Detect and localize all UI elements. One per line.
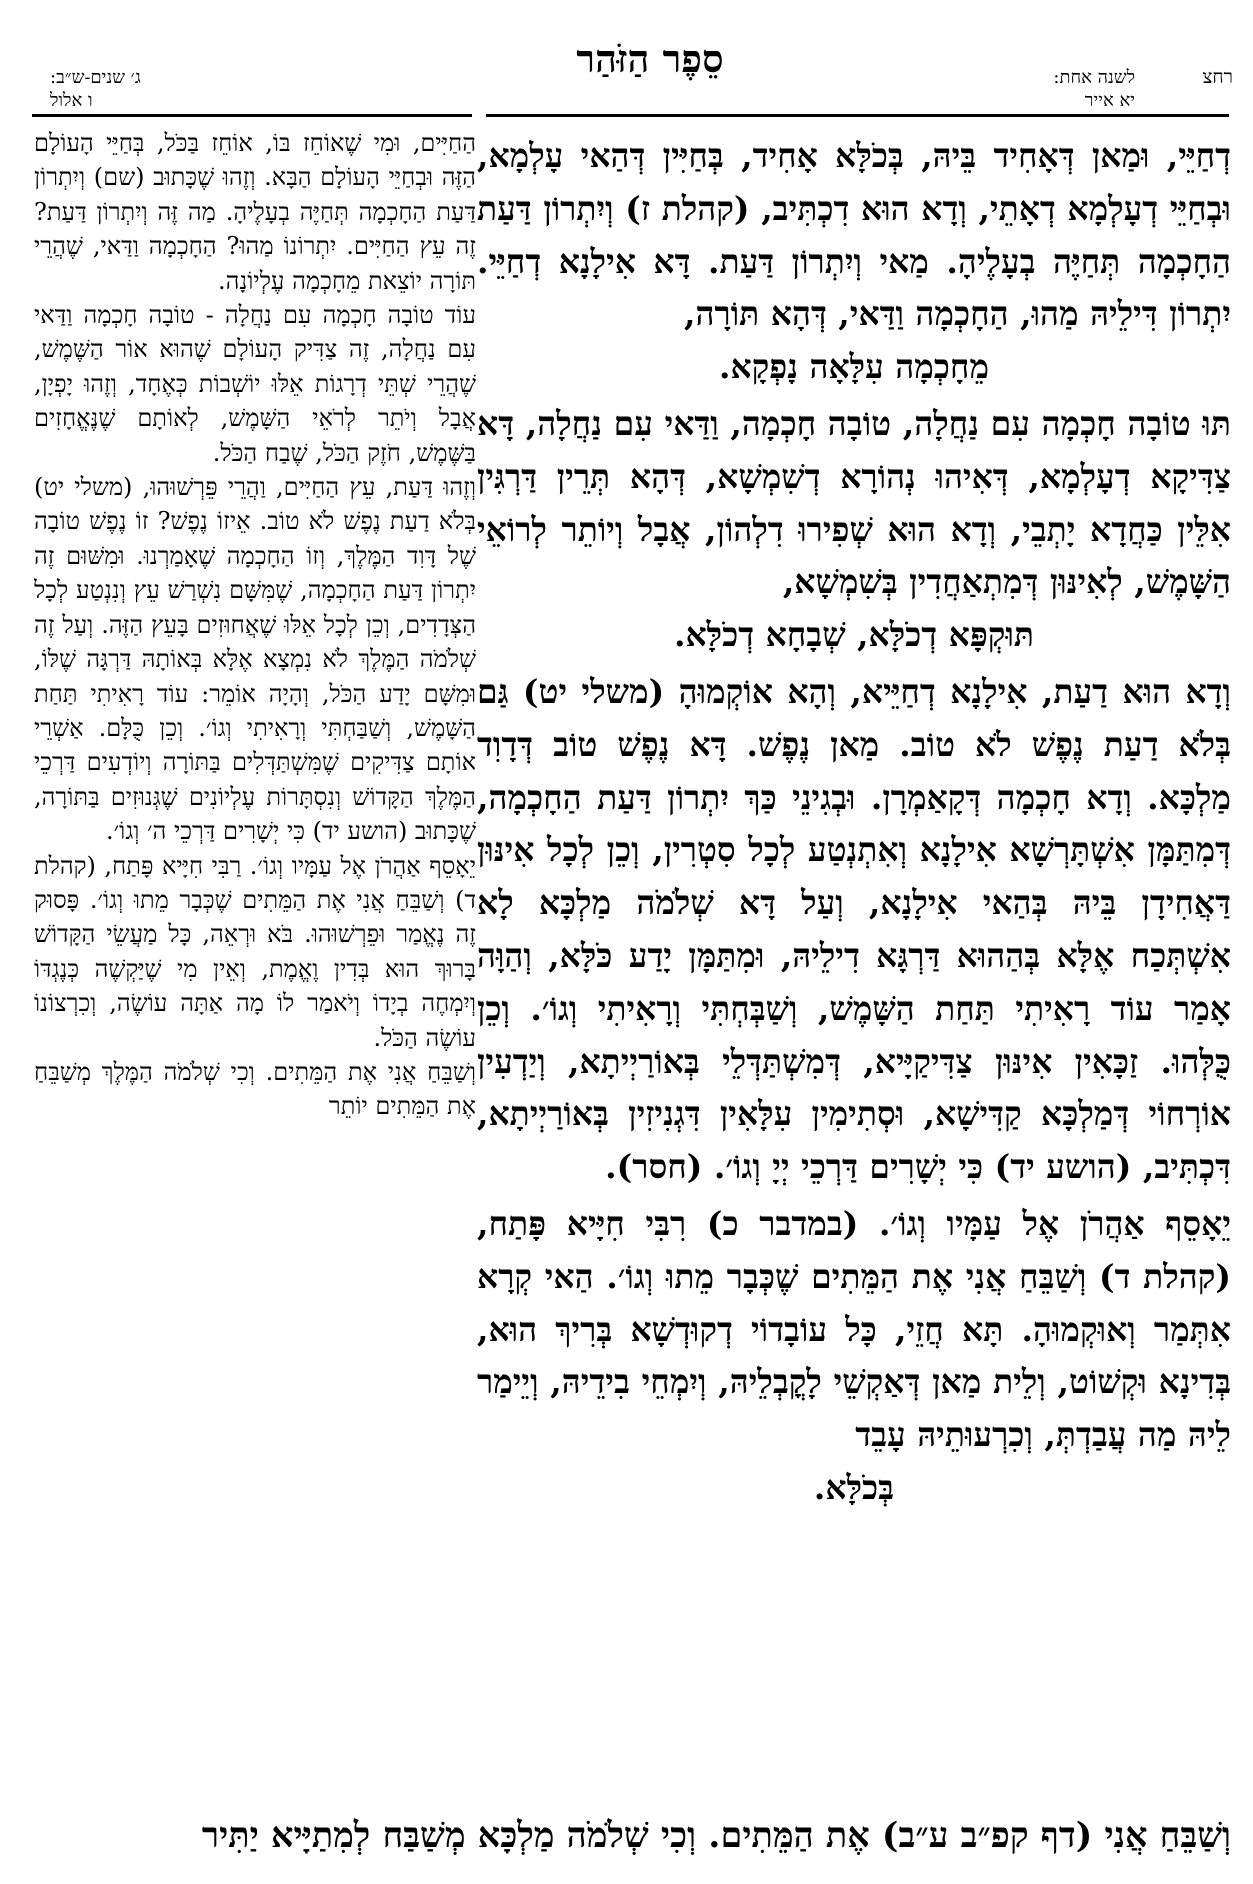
page-code: רחצ	[1202, 66, 1233, 88]
one-year-label: לשנה אחת:	[1053, 67, 1135, 88]
header-rule-side	[32, 114, 472, 117]
main-paragraph-end: תּוּקְפָּא דְכֹלָּא, שְׁבָחָא דְכֹלָּא.	[673, 615, 1035, 655]
side-paragraph: וְשַׁבֵּחַ אֲנִי אֶת הַמֵּתִים. וְכִי שְׁלֹמֹה הַמֶּלֶךְ מְשַׁבֵּחַ אֶת הַמֵּתִים יוֹתֵר	[34, 1057, 476, 1121]
main-paragraph	[477, 130, 1231, 394]
one-year-date: יא אייר	[1084, 90, 1135, 111]
one-year-schedule	[995, 66, 1135, 112]
main-paragraph	[477, 666, 1231, 1194]
side-paragraph: הַחַיִּים, וּמִי שֶׁאוֹחֵז בּוֹ, אוֹחֵז בַּכֹּל, בְּחַיֵּי הָעוֹלָם הַזֶּה וּבְחַיֵּי הָעוֹלָם הַבָּא. וְזֶהוּ שֶׁכָּתוּב (שם) וְיִתְרוֹן דַּעַת הַחָכְמָה תְּחַיֶּה בְעָלֶיהָ. מַה זֶּה וְיִתְרוֹן דַּעַת? זֶה עֵץ הַחַיִּים. יִתְרוֹנוֹ מַהוּ? הַחָכְמָה וַדַּאי, שֶׁהֲרֵי תּוֹרָה יוֹצֵאת מֵחָכְמָה עֶלְיוֹנָה.	[34, 129, 476, 295]
three-year-date: ו אלול	[50, 90, 93, 111]
side-paragraph: יֵאָסֵף אַהֲרֹן אֶל עַמָּיו וְגוֹ׳. רַבִּי חִיָּיא פָּתַח, (קהלת ד) וְשַׁבֵּחַ אֲנִי אֶת הַמֵּתִים שֶׁכְּבָר מֵתוּ וְגוֹ׳. פָּסוּק זֶה נֶאֱמַר וּפֵרְשׁוּהוּ. בֹּא וּרְאֵה, כָּל מַעֲשֵׂי הַקָּדוֹשׁ בָּרוּךְ הוּא בְּדִין וֶאֱמֶת, וְאֵין מִי שֶׁיַּקְשֶׁה כְּנֶגְדּוֹ וְיִמְחֶה בְיָדוֹ וְיֹאמַר לוֹ מָה אַתָּה עוֹשֶׂה, וְכִרְצוֹנוֹ עוֹשֶׂה הַכֹּל.	[34, 851, 476, 1052]
header-rule-main	[486, 114, 1229, 117]
three-year-label: ג׳ שנים-ש״ב:	[50, 67, 141, 88]
footer-text-line: וְשַׁבֵּחַ אֲנִי (דף קפ״ב ע״ב) אֶת הַמֵּתִים. וְכִי שְׁלֹמֹה מַלְכָּא מְשַׁבַּח לְמִתַיָּיא יַתִּיר	[201, 1815, 1231, 1856]
main-paragraph-text: דְחַיֵּי, וּמַאן דְּאָחִיד בֵּיהּ, בְּכֹלָּא אָחִיד, בְּחַיִּין דְּהַאי עָלְמָא, וּבְחַיֵּי דְעָלְמָא דְאָתֵי, וְדָא הוּא דִכְתִּיב, (קהלת ז) וְיִתְרוֹן דַּעַת הַחָכְמָה תְּחַיֶּה בְעָלֶיהָ. מַאי וְיִתְרוֹן דַּעַת. דָּא אִילָנָא דְחַיֵּי. יִתְרוֹן דִּילֵיהּ מַהוּ, הַחָכְמָה וַדַּאי, דְּהָא תּוֹרָה,	[477, 136, 1231, 334]
three-year-schedule	[50, 66, 230, 112]
aramaic-text-column	[477, 130, 1231, 1884]
hebrew-translation-column	[34, 126, 476, 1884]
page-header	[0, 0, 1253, 110]
main-paragraph-end: בְּכֹלָּא.	[813, 1467, 895, 1507]
main-paragraph	[477, 1198, 1231, 1515]
main-paragraph-end: מֵחָכְמָה עִלָּאָה נָפְקָא.	[718, 347, 990, 387]
main-paragraph-text: יֵאָסֵף אַהֲרֹן אֶל עַמָּיו וְגוֹ׳. (במדבר כ) רִבִּי חִיָּיא פָּתַח, (קהלת ד) וְשַׁבֵּחַ אֲנִי אֶת הַמֵּתִים שֶׁכְּבָר מֵתוּ וְגוֹ׳. הַאי קְרָא אִתְּמַר וְאוּקְמוּהָ. תָּא חֲזֵי, כָּל עוֹבָדוֹי דְקוּדְשָׁא בְּרִיךְ הוּא, בְּדִינָא וּקְשׁוֹט, וְלֵית מַאן דְּאַקְשֵׁי לָקֳבְלֵיהּ, וְיִמְחֵי בִידֵיהּ, וְיֵימַר לֵיהּ מַה עֲבַדְתְּ, וְכִרְעוּתֵיהּ עָבֵד	[477, 1203, 1231, 1455]
main-paragraph-text: וְדָא הוּא דַעַת, אִילָנָא דְחַיֵּיא, וְהָא אוֹקְמוּהָ (משלי יט) גַּם בְּלֹא דַעַת נֶפֶשׁ לֹא טוֹב. מַאן נֶפֶשׁ. דָּא נֶפֶשׁ טוֹב דְּדָוִד מַלְכָּא. וְדָא חָכְמָה דְּקָאַמְרָן. וּבְגִינֵי כַּךְ יִתְרוֹן דַּעַת הַחָכְמָה, דְּמִתַּמָּן אִשְׁתָּרְשָׁא אִילָנָא וְאִתְנְטַע לְכָל סִטְרִין, וְכֵן לְכָל אִינּוּן דַּאֲחִידָן בֵּיהּ בְּהַאי אִילָנָא, וְעַל דָּא שְׁלֹמֹה מַלְכָּא לָא אִשְׁתְּכַח אֶלָּא בְּהַהוּא דַּרְגָּא דִילֵיהּ, וּמִתַּמָּן יָדַע כֹּלָּא, וְהַוָּה אָמַר עוֹד רָאִיתִי תַּחַת הַשָּׁמֶשׁ, וְשַׁבְּחְתִּי וְרָאִיתִי וְגוֹ׳. וְכֵן כֻּלְּהוּ. זַכָּאִין אִינּוּן צַדִּיקַיָּיא, דְּמִשְׁתַּדְּלֵי בְּאוֹרַיְיתָא, וְיַדְעִין אוֹרְחוֹי דְּמַלְכָּא קַדִּישָׁא, וּסְתִימִין עִלָּאִין דִּגְנִיזִין בְּאוֹרַיְיתָא, דִּכְתִּיב, (הושע יד) כִּי יְשָׁרִים דַּרְכֵי יְיָ וְגוֹ׳. (חסר).	[477, 671, 1231, 1187]
side-paragraph: עוֹד טוֹבָה חָכְמָה עִם נַחֲלָה - טוֹבָה חָכְמָה וַדַּאי עִם נַחֲלָה, זֶה צַדִּיק הָעוֹלָם שֶׁהוּא אוֹר הַשֶּׁמֶשׁ, שֶׁהֲרֵי שְׁתֵּי דְרָגוֹת אֵלּוּ יוֹשְׁבוֹת כְּאֶחָד, וְזֶהוּ יָפְיָן, אֲבָל וְיֹתֵר לְרֹאֵי הַשָּׁמֶשׁ, לְאוֹתָם שֶׁנֶּאֱחָזִים בַּשֶּׁמֶשׁ, חֹזֶק הַכֹּל, שֶׁבַח הַכֹּל.	[34, 301, 476, 467]
main-paragraph	[477, 398, 1231, 662]
book-title: סֵפֶר הַזֹּהַר	[576, 36, 724, 81]
main-paragraph-text: תּוּ טוֹבָה חָכְמָה עִם נַחֲלָה, טוֹבָה חָכְמָה, וַדַּאי עִם נַחֲלָה, דָּא צַדִּיקָא דְעָלְמָא, דְּאִיהוּ נְהוֹרָא דְשִׁמְשָׁא, דְּהָא תְּרֵין דַּרְגִּין אִלֵּין כַּחֲדָא יָתְבֵי, וְדָא הוּא שְׁפִירוּ דִלְהוֹן, אֲבָל וְיוֹתֵר לְרוֹאֵי הַשָּׁמֶשׁ, לְאִינּוּן דְּמִתְאַחֲדִין בְּשִׁמְשָׁא,	[477, 403, 1231, 602]
side-paragraph: וְזֶהוּ דַּעַת, עֵץ הַחַיִּים, וַהֲרֵי פֵּרְשׁוּהוּ, (משלי יט) בְּלֹא דַעַת נֶפֶשׁ לֹא טוֹב. אֵיזוֹ נֶפֶשׁ? זוֹ נֶפֶשׁ טוֹבָה שֶׁל דָּוִד הַמֶּלֶךְ, וְזוֹ הַחָכְמָה שֶׁאָמַרְנוּ. וּמִשּׁוּם זֶה יִתְרוֹן דַּעַת הַחָכְמָה, שֶׁמִּשָּׁם נִשְׁרַשׁ עֵץ וְנִנְטַע לְכָל הַצְּדָדִים, וְכֵן לְכָל אֵלּוּ שֶׁאֲחוּזִים בָּעֵץ הַזֶּה. וְעַל זֶה שְׁלֹמֹה הַמֶּלֶךְ לֹא נִמְצָא אֶלָּא בְּאוֹתָהּ דַּרְגָּה שֶׁלּוֹ, וּמִשָּׁם יָדַע הַכֹּל, וְהָיָה אוֹמֵר: עוֹד רָאִיתִי תַּחַת הַשָּׁמֶשׁ, וְשַׁבַּחְתִּי וְרָאִיתִי וְגוֹ׳. וְכֵן כֻּלָּם. אַשְׁרֵי אוֹתָם צַדִּיקִים שֶׁמִּשְׁתַּדְּלִים בַּתּוֹרָה וְיוֹדְעִים דַּרְכֵי הַמֶּלֶךְ הַקָּדוֹשׁ וְנִסְתָּרוֹת עֶלְיוֹנִים שֶׁגְּנוּזִים בַּתּוֹרָה, שֶׁכָּתוּב (הושע יד) כִּי יְשָׁרִים דַּרְכֵי ה׳ וְגוֹ׳.	[34, 473, 476, 846]
